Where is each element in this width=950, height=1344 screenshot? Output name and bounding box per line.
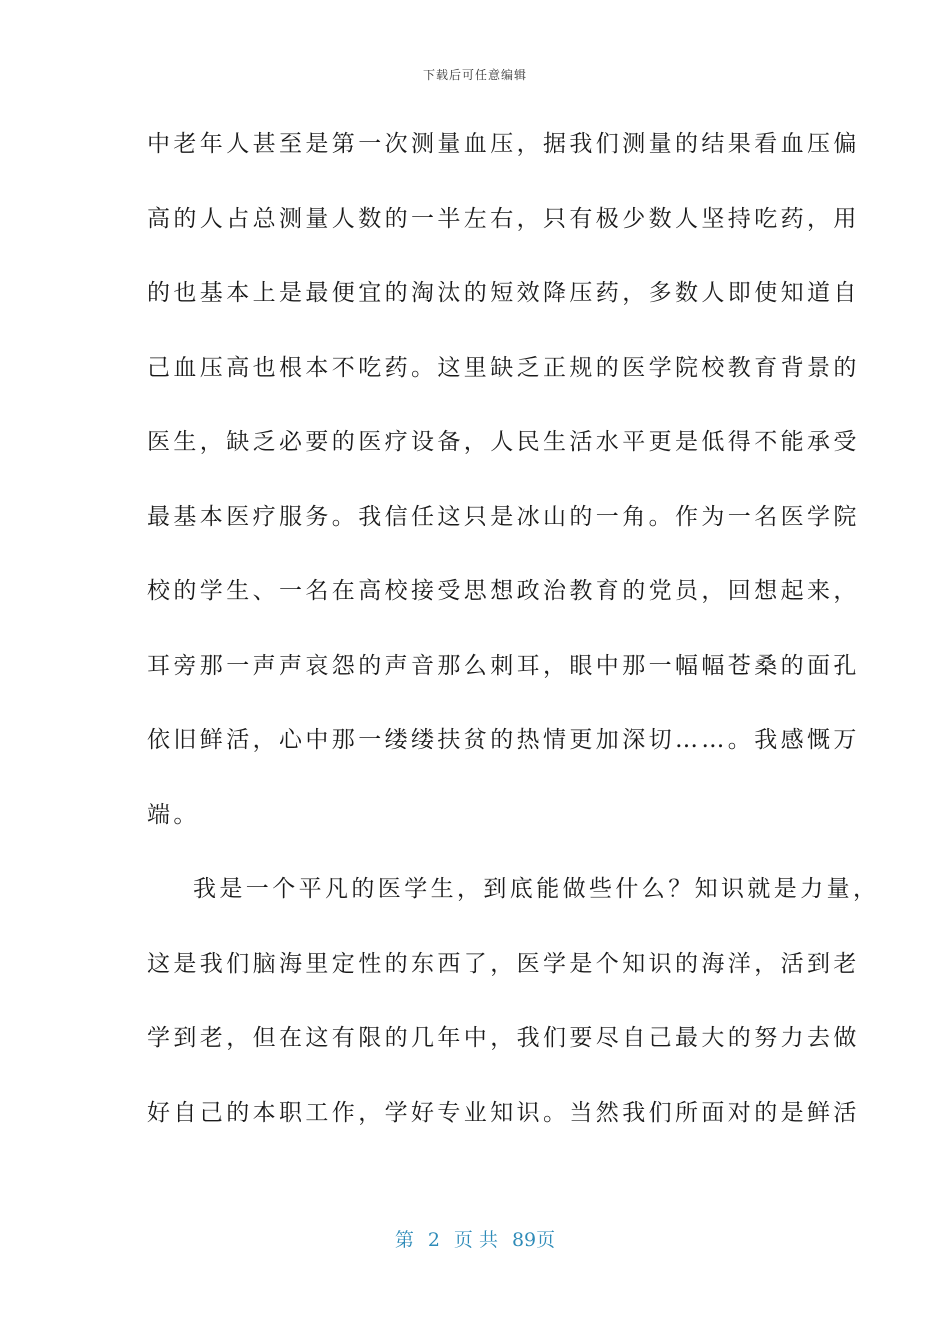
footer-current-page: 2 [427,1229,440,1251]
text-line-14: 好自己的本职工作，学好专业知识。当然我们所面对的是鲜活 [147,1099,860,1126]
page-header: 下载后可任意编辑 [422,68,527,82]
text-line-7: 校的学生、一名在高校接受思想政治教育的党员，回想起来， [147,578,860,604]
page-footer [0,1225,950,1252]
text-line-2: 高的人占总测量人数的一半左右，只有极少数人坚持吃药，用 [147,205,860,232]
text-line-5: 医生，缺乏必要的医疗设备，人民生活水平更是低得不能承受 [147,429,860,455]
footer-total-pages: 89 [511,1229,537,1251]
footer-prefix: 第 [394,1229,414,1251]
text-line-12: 这是我们脑海里定性的东西了，医学是个知识的海洋，活到老 [147,950,860,977]
text-line-13: 学到老，但在这有限的几年中，我们要尽自己最大的努力去做 [147,1025,860,1051]
text-line-4: 己血压高也根本不吃药。这里缺乏正规的医学院校教育背景的 [147,354,860,381]
text-line-1: 中老年人甚至是第一次测量血压，据我们测量的结果看血压偏 [147,131,860,157]
footer-suffix: 页 [536,1229,556,1251]
text-line-11: 我是一个平凡的医学生，到底能做些什么？知识就是力量， [193,876,880,902]
footer-mid: 页 共 [453,1229,498,1251]
text-line-10: 端。 [147,801,200,828]
body-text [147,116,880,1159]
text-line-9: 依旧鲜活，心中那一缕缕扶贫的热情更加深切……。我感慨万 [147,727,860,753]
text-line-6: 最基本医疗服务。我信任这只是冰山的一角。作为一名医学院 [147,503,860,530]
text-line-8: 耳旁那一声声哀怨的声音那么刺耳，眼中那一幅幅苍桑的面孔 [147,652,860,679]
text-line-3: 的也基本上是最便宜的淘汰的短效降压药，多数人即使知道自 [147,280,860,306]
